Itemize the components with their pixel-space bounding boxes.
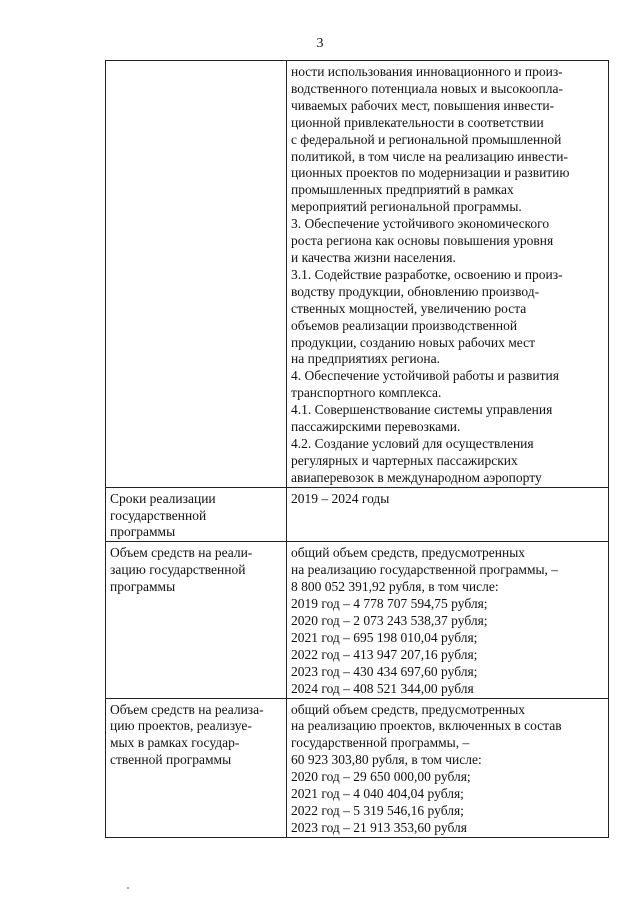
row-label-line: ственной программы bbox=[110, 752, 232, 768]
row-content-line: продукции, созданию новых рабочих мест bbox=[291, 334, 535, 350]
row-content-line: чиваемых рабочих мест, повышения инвести- bbox=[291, 97, 555, 113]
row-content-line: 4. Обеспечение устойчивой работы и развития bbox=[291, 368, 559, 384]
row-label-cell bbox=[106, 487, 287, 542]
row-content-line: 4.2. Создание условий для осуществления bbox=[291, 435, 534, 451]
row-content-line: водственного потенциала новых и высокоопла- bbox=[291, 80, 563, 96]
row-content-line: 2023 год – 430 434 697,60 рубля; bbox=[291, 663, 478, 679]
row-content-line: промышленных предприятий в рамках bbox=[291, 182, 514, 198]
row-content-line: ственных мощностей, увеличению роста bbox=[291, 300, 527, 316]
row-label-line: зацию государственной bbox=[110, 562, 246, 578]
row-content-line: политикой, в том числе на реализацию инвести- bbox=[291, 148, 568, 164]
row-content-line: 2023 год – 21 913 353,60 рубля bbox=[291, 819, 467, 835]
row-content-line: на реализацию проектов, включенных в состав bbox=[291, 718, 562, 734]
row-label-cell bbox=[106, 698, 287, 837]
row-label-line: Объем средств на реали- bbox=[110, 545, 253, 561]
program-passport-table bbox=[105, 60, 609, 838]
row-content-line: транспортного комплекса. bbox=[291, 385, 442, 401]
row-content-line: 2022 год – 413 947 207,16 рубля; bbox=[291, 646, 478, 662]
page-number: 3 bbox=[316, 36, 324, 51]
row-content-line: 3. Обеспечение устойчивого экономического bbox=[291, 216, 550, 232]
row-content-line: 2020 год – 2 073 243 538,37 рубля; bbox=[291, 613, 488, 628]
table-row bbox=[106, 698, 609, 837]
row-content-line: объемов реализации производственной bbox=[291, 317, 518, 333]
row-content-line: государственной программы, – bbox=[291, 735, 470, 751]
row-label-line: программы bbox=[110, 524, 176, 540]
row-content-line: ционной привлекательности в соответствии bbox=[291, 114, 544, 130]
row-content-line: роста региона как основы повышения уровня bbox=[291, 233, 554, 249]
row-content-line: ционных проектов по модернизации и развитию bbox=[291, 165, 570, 181]
row-content-cell bbox=[287, 487, 609, 542]
row-content-line: с федеральной и региональной промышленной bbox=[291, 131, 562, 147]
row-content-line: 2019 – 2024 годы bbox=[291, 490, 390, 506]
row-content-line: пассажирскими перевозками. bbox=[291, 419, 461, 435]
table-body bbox=[106, 61, 609, 838]
row-content-line: 8 800 052 391,92 рубля, в том числе: bbox=[291, 579, 499, 595]
row-content-line: 4.1. Совершенствование системы управления bbox=[291, 402, 553, 418]
row-content-line: на предприятиях региона. bbox=[291, 351, 440, 367]
row-content-line: общий объем средств, предусмотренных bbox=[291, 545, 526, 561]
row-label-line: мых в рамках государ- bbox=[110, 735, 240, 751]
row-content-line: 2021 год – 4 040 404,04 рубля; bbox=[291, 786, 464, 802]
row-content-line: 2024 год – 408 521 344,00 рубля bbox=[291, 680, 474, 696]
row-content-line: 2021 год – 695 198 010,04 рубля; bbox=[291, 629, 478, 645]
row-content-line: общий объем средств, предусмотренных bbox=[291, 701, 526, 717]
row-content-line: ности использования инновационного и произ- bbox=[291, 64, 563, 79]
row-label-line: программы bbox=[110, 579, 176, 595]
row-content-cell bbox=[287, 542, 609, 698]
row-content-line: 3.1. Содействие разработке, освоению и произ- bbox=[291, 266, 563, 282]
row-label-line: государственной bbox=[110, 507, 207, 523]
row-label-cell bbox=[106, 542, 287, 698]
table-row bbox=[106, 487, 609, 542]
row-content-line: авиаперевозок в международном аэропорту bbox=[291, 469, 542, 485]
row-content-line: мероприятий региональной программы. bbox=[291, 199, 522, 215]
table-row bbox=[106, 61, 609, 488]
row-content-line: на реализацию государственной программы, – bbox=[291, 562, 559, 578]
row-label-line: Сроки реализации bbox=[110, 490, 216, 506]
row-content-line: 2019 год – 4 778 707 594,75 рубля; bbox=[291, 596, 488, 612]
row-content-cell bbox=[287, 698, 609, 837]
row-label-line: Объем средств на реализа- bbox=[110, 701, 264, 717]
row-label-cell bbox=[106, 61, 287, 488]
scan-speck bbox=[127, 887, 129, 889]
row-content-line: регулярных и чартерных пассажирских bbox=[291, 452, 518, 468]
table-row bbox=[106, 542, 609, 698]
row-content-cell bbox=[287, 61, 609, 488]
row-content-line: 60 923 303,80 рубля, в том числе: bbox=[291, 752, 482, 768]
row-content-line: 2022 год – 5 319 546,16 рубля; bbox=[291, 802, 464, 818]
row-content-line: 2020 год – 29 650 000,00 рубля; bbox=[291, 769, 471, 785]
row-label-line: цию проектов, реализуе- bbox=[110, 718, 252, 734]
row-content-line: водству продукции, обновлению производ- bbox=[291, 283, 540, 299]
row-content-line: и качества жизни населения. bbox=[291, 249, 456, 265]
